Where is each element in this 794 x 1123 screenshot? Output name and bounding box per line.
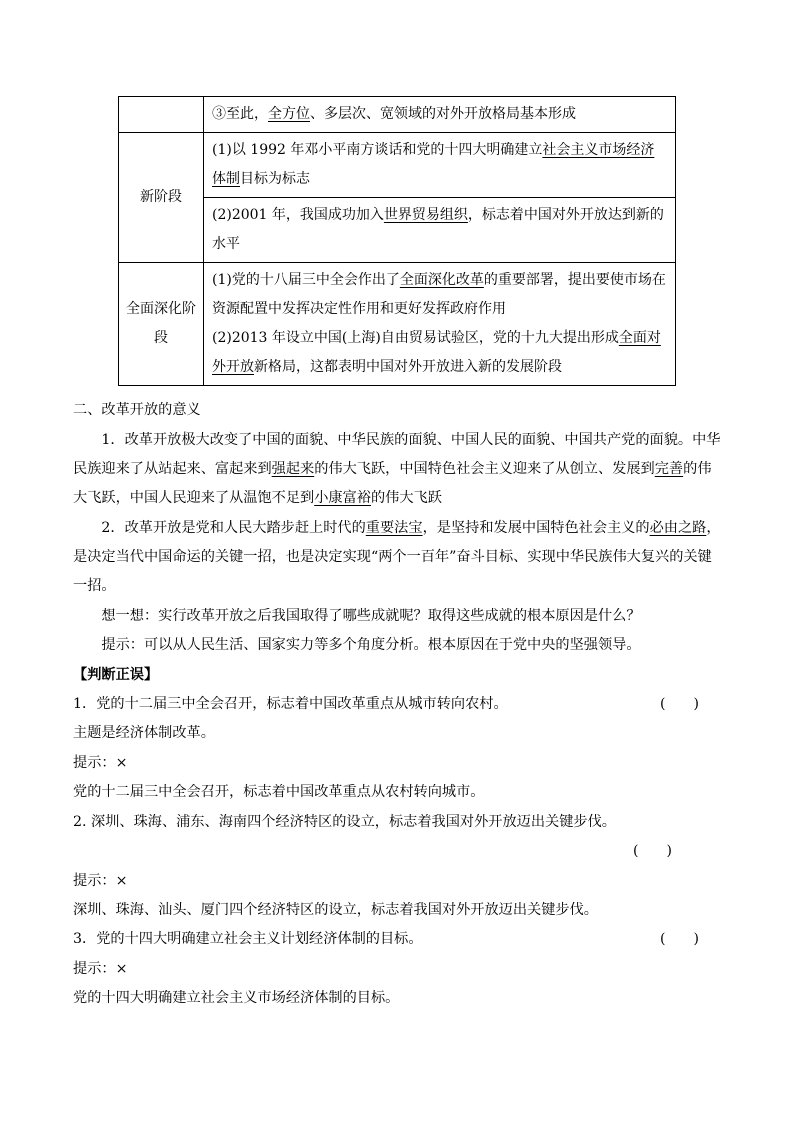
underlined-term: 世界贸易组织 xyxy=(383,207,468,223)
table-row xyxy=(119,263,676,386)
stage-label: 全面深化阶段 xyxy=(119,263,204,386)
question-1-answer: 党的十二届三中全会召开，标志着中国改革重点从农村转向城市。 xyxy=(73,784,485,800)
underlined-term: 社会主义市场经济体制 xyxy=(212,142,655,187)
underlined-term: 重要法宝 xyxy=(365,520,423,536)
underlined-term: 全面深化改革 xyxy=(399,272,484,288)
question-1-extra: 主题是经济体制改革。 xyxy=(73,725,215,741)
table-cell: (2)2001 年，我国成功加入世界贸易组织，标志着中国对外开放达到新的水平 xyxy=(204,198,676,263)
underlined-term: 全方位 xyxy=(268,106,310,122)
question-2-hint: 提示：× xyxy=(73,873,128,889)
stage-label: 新阶段 xyxy=(119,133,204,263)
table-cell-empty xyxy=(119,97,204,133)
underlined-term: 小康富裕 xyxy=(314,490,371,506)
question-1: 1．党的十二届三中全会召开，标志着中国改革重点从城市转向农村。 xyxy=(73,696,508,712)
question-2: 2. 深圳、珠海、浦东、海南四个经济特区的设立，标志着我国对外开放迈出关键步伐。 xyxy=(73,814,616,830)
underlined-term: 全面对外开放 xyxy=(212,330,661,375)
underlined-term: 完善 xyxy=(654,461,684,477)
table-row xyxy=(119,97,676,133)
question-3-answer: 党的十四大明确建立社会主义市场经济体制的目标。 xyxy=(73,990,400,1006)
underlined-term: 必由之路 xyxy=(649,520,707,536)
reform-stages-table xyxy=(118,96,676,386)
think-question: 想一想：实行改革开放之后我国取得了哪些成就呢？取得这些成就的根本原因是什么？ xyxy=(101,608,641,624)
answer-blank-1: ( ) xyxy=(660,696,699,712)
question-3: 3．党的十四大明确建立社会主义计划经济体制的目标。 xyxy=(73,931,423,947)
paragraph-1: 1．改革开放极大改变了中国的面貌、中华民族的面貌、中国人民的面貌、中国共产党的面貌。中华民族迎来了从站起来、富起来到强起来的伟大飞跃，中国特色社会主义迎来了从创立、发展到完善的伟大飞跃，中国人民迎来了从温饱不足到小康富裕的伟大飞跃 xyxy=(73,432,721,506)
judge-heading: 【判断正误】 xyxy=(73,667,159,683)
answer-blank-2: ( ) xyxy=(633,843,672,859)
table-cell: (1)以 1992 年邓小平南方谈话和党的十四大明确建立社会主义市场经济体制目标为标志 xyxy=(204,133,676,198)
table-row xyxy=(119,133,676,198)
section-heading: 二、改革开放的意义 xyxy=(73,402,201,418)
think-hint: 提示：可以从人民生活、国家实力等多个角度分析。根本原因在于党中央的坚强领导。 xyxy=(101,637,641,653)
question-2-answer: 深圳、珠海、汕头、厦门四个经济特区的设立，标志着我国对外开放迈出关键步伐。 xyxy=(73,902,598,918)
underlined-term: 强起来 xyxy=(271,461,315,477)
question-1-hint: 提示：× xyxy=(73,755,128,771)
table-cell: (1)党的十八届三中全会作出了全面深化改革的重要部署，提出要使市场在资源配置中发挥决定性作用和更好发挥政府作用 (2)2013 年设立中国(上海)自由贸易试验区，党的十九大提出形成全面对外开放新格局，这都表明中国对外开放进入新的发展阶段 xyxy=(204,263,676,386)
question-3-hint: 提示：× xyxy=(73,961,128,977)
table-cell: ③至此，全方位、多层次、宽领域的对外开放格局基本形成 xyxy=(204,97,676,133)
paragraph-2: 2．改革开放是党和人民大踏步赶上时代的重要法宝，是坚持和发展中国特色社会主义的必由之路，是决定当代中国命运的关键一招，也是决定实现“两个一百年”奋斗目标、实现中华民族伟大复兴的关键一招。 xyxy=(73,520,721,594)
answer-blank-3: ( ) xyxy=(660,931,699,947)
